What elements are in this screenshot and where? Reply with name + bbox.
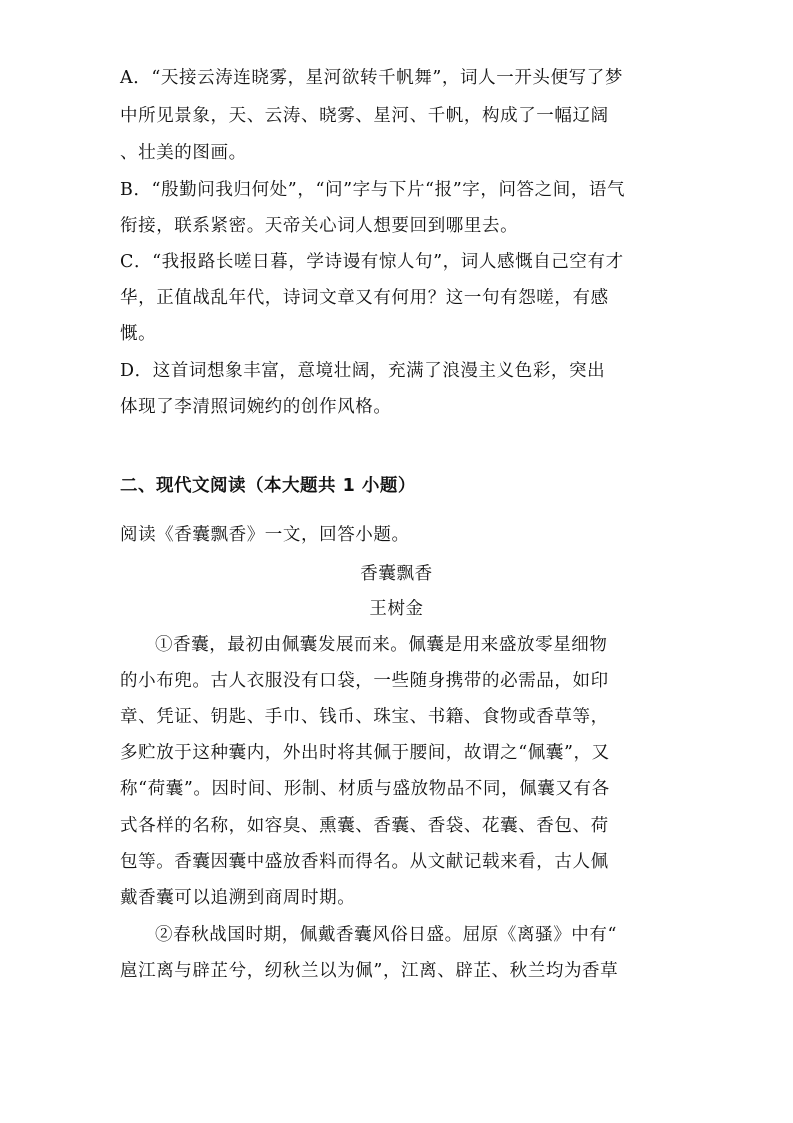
paragraph-1-line-3: 章、凭证、钥匙、手巾、钱币、珠宝、书籍、食物或香草等， [120,707,609,727]
paragraph-1-line-7: 包等。香囊因囊中盛放香料而得名。从文献记载来看，古人佩 [120,852,609,872]
option-a-line-3: 、壮美的图画。 [120,143,247,163]
paragraph-1-line-5: 称“荷囊”。因时间、形制、材质与盛放物品不同，佩囊又有各 [120,779,610,799]
article-title: 香囊飘香 [360,564,433,584]
option-b-line-1: B．“殷勤问我归何处”，“问”字与下片“报”字，问答之间，语气 [120,180,626,200]
paragraph-1-line-8: 戴香囊可以追溯到商周时期。 [120,888,356,908]
option-c-line-3: 慨。 [120,324,157,344]
option-d-line-2: 体现了李清照词婉约的创作风格。 [120,397,392,417]
paragraph-2-line-1: ②春秋战国时期，佩戴香囊风俗日盛。屈原《离骚》中有“ [155,925,618,945]
paragraph-1-line-2: 的小布兜。古人衣服没有口袋，一些随身携带的必需品，如印 [120,671,609,691]
paragraph-1-line-1: ①香囊，最初由佩囊发展而来。佩囊是用来盛放零星细物 [155,635,608,655]
article-author: 王树金 [369,599,424,619]
option-a-line-2: 中所见景象，天、云涛、晓雾、星河、千帆，构成了一幅辽阔 [120,106,609,126]
paragraph-1-line-6: 式各样的名称，如容臭、熏囊、香囊、香袋、花囊、香包、荷 [120,816,609,836]
option-c-line-2: 华，正值战乱年代，诗词文章又有何用？这一句有怨嗟，有感 [120,288,609,308]
paragraph-2-line-2: 扈江离与辟芷兮，纫秋兰以为佩”，江离、辟芷、秋兰均为香草 [120,961,619,981]
reading-instruction: 阅读《香囊飘香》一文，回答小题。 [120,525,410,545]
option-c-line-1: C．“我报路长嗟日暮，学诗谩有惊人句”，词人感慨自己空有才 [120,252,624,272]
option-a-line-1: A．“天接云涛连晓雾，星河欲转千帆舞”，词人一开头便写了梦 [120,68,623,88]
option-b-line-2: 衔接，联系紧密。天帝关心词人想要回到哪里去。 [120,216,519,236]
option-d-line-1: D．这首词想象丰富，意境壮阔，充满了浪漫主义色彩，突出 [120,361,606,381]
paragraph-1-line-4: 多贮放于这种囊内，外出时将其佩于腰间，故谓之“佩囊”，又 [120,743,610,763]
section-heading: 二、现代文阅读（本大题共 1 小题） [120,476,416,496]
